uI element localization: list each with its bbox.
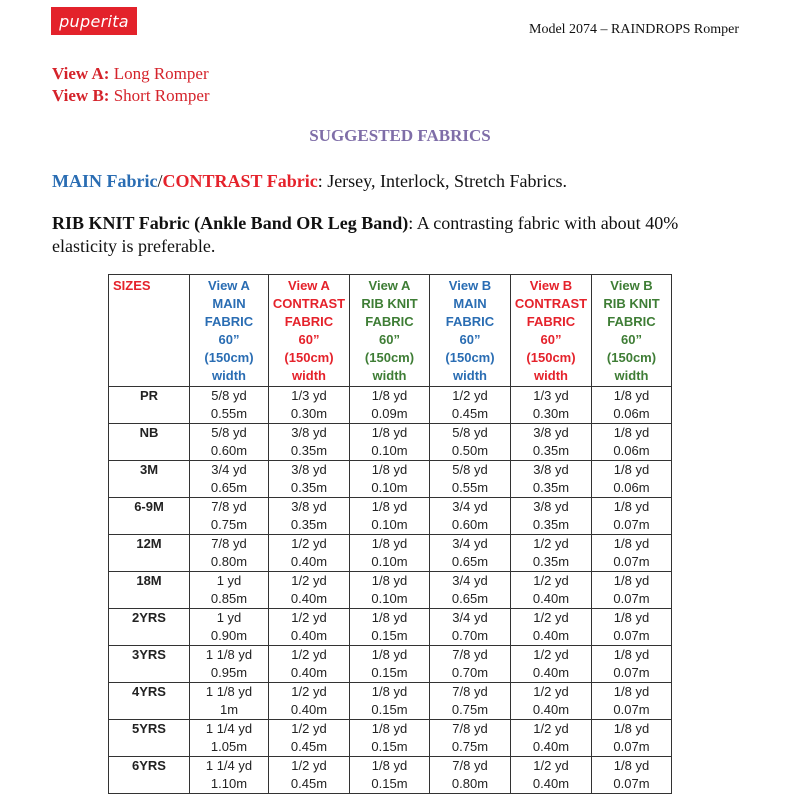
yardage-value: 3/8 yd	[533, 425, 569, 440]
table-row	[109, 646, 672, 683]
meter-value: 0.35m	[290, 480, 328, 495]
yardage-value: 3/8 yd	[291, 425, 327, 440]
yardage-value: 1/8 yd	[613, 425, 650, 440]
amount-cell	[430, 757, 511, 794]
meter-value: 1m	[219, 702, 239, 717]
table-row	[109, 683, 672, 720]
yardage-value: 3/8 yd	[291, 499, 327, 514]
view-b-name: Short Romper	[113, 86, 210, 105]
table-row	[109, 498, 672, 535]
col-header-line: (150cm)	[364, 350, 415, 365]
col-header-line: 60”	[540, 332, 562, 347]
amount-cell	[592, 424, 672, 461]
amount-cell	[190, 498, 269, 535]
meter-value: 0.10m	[371, 554, 408, 569]
table-row	[109, 461, 672, 498]
amount-cell	[511, 387, 592, 424]
col-header-line: RIB KNIT	[361, 296, 418, 311]
yardage-value: 7/8 yd	[211, 536, 247, 551]
meter-value: 0.90m	[210, 628, 248, 643]
amount-cell	[350, 646, 430, 683]
amount-cell	[511, 424, 592, 461]
col-header-line: (150cm)	[284, 350, 334, 365]
yardage-value: 1/2 yd	[533, 536, 569, 551]
amount-cell	[269, 646, 350, 683]
size-cell: 18M	[109, 572, 190, 609]
meter-value: 0.30m	[290, 406, 328, 421]
yardage-value: 1/8 yd	[371, 684, 408, 699]
meter-value: 0.50m	[451, 443, 489, 458]
meter-value: 0.55m	[210, 406, 248, 421]
col-header-line: 60”	[459, 332, 481, 347]
meter-value: 0.55m	[451, 480, 489, 495]
meter-value: 0.80m	[210, 554, 248, 569]
col-header-line: FABRIC	[365, 314, 414, 329]
col-header-view-b-main	[430, 275, 511, 387]
amount-cell	[350, 498, 430, 535]
meter-value: 0.65m	[210, 480, 248, 495]
meter-value: 0.40m	[532, 628, 570, 643]
col-header-line: width	[453, 368, 487, 383]
meter-value: 0.10m	[371, 443, 408, 458]
amount-cell	[190, 387, 269, 424]
yardage-value: 1/8 yd	[371, 462, 408, 477]
yardage-value: 1/8 yd	[371, 573, 408, 588]
amount-cell	[190, 720, 269, 757]
size-cell: 12M	[109, 535, 190, 572]
meter-value: 0.45m	[290, 776, 328, 791]
amount-cell	[430, 683, 511, 720]
amount-cell	[592, 609, 672, 646]
size-cell: 6-9M	[109, 498, 190, 535]
col-header-line: (150cm)	[526, 350, 576, 365]
yardage-value: 1/8 yd	[613, 536, 650, 551]
amount-cell	[350, 535, 430, 572]
meter-value: 0.07m	[613, 591, 650, 606]
meter-value: 0.07m	[613, 628, 650, 643]
col-header-line: width	[292, 368, 326, 383]
meter-value: 0.06m	[613, 480, 650, 495]
meter-value: 0.06m	[613, 406, 650, 421]
col-header-view-b-rib-knit	[592, 275, 672, 387]
amount-cell	[511, 461, 592, 498]
yardage-value: 1/8 yd	[613, 499, 650, 514]
yardage-value: 5/8 yd	[211, 388, 247, 403]
meter-value: 0.40m	[290, 554, 328, 569]
col-header-view-a-main	[190, 275, 269, 387]
col-header-line: View A	[368, 278, 411, 293]
col-header-view-a-contrast	[269, 275, 350, 387]
amount-cell	[511, 498, 592, 535]
meter-value: 0.35m	[532, 480, 570, 495]
amount-cell	[269, 535, 350, 572]
amount-cell	[511, 572, 592, 609]
amount-cell	[592, 646, 672, 683]
meter-value: 0.06m	[613, 443, 650, 458]
col-header-line: MAIN	[453, 296, 487, 311]
yardage-value: 1/2 yd	[291, 758, 327, 773]
table-row	[109, 757, 672, 794]
col-header-line: 60”	[621, 332, 642, 347]
col-header-line: FABRIC	[204, 314, 254, 329]
yardage-value: 7/8 yd	[452, 758, 488, 773]
meter-value: 0.40m	[290, 628, 328, 643]
yardage-value: 1/8 yd	[371, 499, 408, 514]
yardage-value: 5/8 yd	[452, 425, 488, 440]
yardage-value: 1/8 yd	[371, 758, 408, 773]
amount-cell	[511, 535, 592, 572]
yardage-value: 1 1/4 yd	[205, 758, 253, 773]
amount-cell	[269, 461, 350, 498]
main-fabric-label: MAIN Fabric	[52, 171, 158, 191]
col-header-line: FABRIC	[607, 314, 656, 329]
views-list	[52, 63, 210, 107]
yardage-value: 1/8 yd	[613, 684, 650, 699]
amount-cell	[430, 498, 511, 535]
yardage-value: 1/8 yd	[613, 721, 650, 736]
amount-cell	[190, 646, 269, 683]
meter-value: 0.45m	[451, 406, 489, 421]
table-header-row	[109, 275, 672, 387]
yardage-value: 1/8 yd	[613, 388, 650, 403]
meter-value: 0.30m	[532, 406, 570, 421]
meter-value: 0.75m	[210, 517, 248, 532]
meter-value: 0.15m	[371, 628, 408, 643]
yardage-value: 1/2 yd	[452, 388, 488, 403]
view-a-label: View A:	[52, 64, 110, 83]
view-b	[52, 85, 210, 107]
meter-value: 0.15m	[371, 739, 408, 754]
col-header-view-b-contrast	[511, 275, 592, 387]
amount-cell	[592, 535, 672, 572]
meter-value: 0.35m	[290, 443, 328, 458]
yardage-value: 1/8 yd	[371, 388, 408, 403]
col-header-line: (150cm)	[445, 350, 495, 365]
amount-cell	[592, 720, 672, 757]
meter-value: 0.75m	[451, 739, 489, 754]
view-b-label: View B:	[52, 86, 110, 105]
yardage-value: 1/2 yd	[533, 721, 569, 736]
meter-value: 0.65m	[451, 554, 489, 569]
yardage-value: 1/2 yd	[533, 573, 569, 588]
yardage-value: 1/8 yd	[371, 425, 408, 440]
col-header-line: View A	[208, 278, 250, 293]
model-title: Model 2074 – RAINDROPS Romper	[529, 22, 740, 37]
amount-cell	[269, 387, 350, 424]
size-cell: 2YRS	[109, 609, 190, 646]
amount-cell	[350, 461, 430, 498]
col-header-line: View B	[529, 278, 573, 293]
meter-value: 0.15m	[371, 776, 408, 791]
main-contrast-fabric-line	[52, 171, 567, 192]
yardage-value: 1/2 yd	[533, 610, 569, 625]
meter-value: 0.40m	[532, 591, 570, 606]
yardage-value: 3/8 yd	[533, 462, 569, 477]
amount-cell	[430, 720, 511, 757]
yardage-value: 1/3 yd	[533, 388, 569, 403]
meter-value: 0.65m	[451, 591, 489, 606]
amount-cell	[269, 498, 350, 535]
meter-value: 1.05m	[210, 739, 248, 754]
view-a	[52, 63, 210, 85]
yardage-value: 1/3 yd	[291, 388, 327, 403]
yardage-value: 1/8 yd	[371, 610, 408, 625]
col-header-line: (150cm)	[606, 350, 657, 365]
meter-value: 0.40m	[290, 702, 328, 717]
meter-value: 0.40m	[532, 776, 570, 791]
col-header-line: View A	[288, 278, 330, 293]
meter-value: 0.70m	[451, 665, 489, 680]
table-row	[109, 535, 672, 572]
amount-cell	[430, 535, 511, 572]
amount-cell	[190, 461, 269, 498]
amount-cell	[430, 646, 511, 683]
amount-cell	[511, 720, 592, 757]
meter-value: 0.40m	[290, 665, 328, 680]
yardage-value: 3/4 yd	[211, 462, 247, 477]
meter-value: 0.40m	[532, 702, 570, 717]
amount-cell	[350, 572, 430, 609]
col-header-line: CONTRAST	[272, 296, 346, 311]
meter-value: 0.40m	[532, 739, 570, 754]
table-row	[109, 609, 672, 646]
amount-cell	[269, 424, 350, 461]
yardage-value: 1/8 yd	[613, 647, 650, 662]
size-cell: NB	[109, 424, 190, 461]
amount-cell	[592, 757, 672, 794]
meter-value: 0.70m	[451, 628, 489, 643]
meter-value: 0.10m	[371, 480, 408, 495]
yardage-value: 1 1/8 yd	[205, 684, 253, 699]
rib-knit-label: RIB KNIT Fabric (Ankle Band OR Leg Band)	[52, 213, 409, 233]
meter-value: 0.35m	[532, 517, 570, 532]
yardage-value: 1/8 yd	[613, 462, 650, 477]
amount-cell	[350, 757, 430, 794]
col-header-line: width	[372, 368, 407, 383]
amount-cell	[511, 683, 592, 720]
col-header-line: RIB KNIT	[603, 296, 660, 311]
col-header-view-a-rib-knit	[350, 275, 430, 387]
amount-cell	[511, 646, 592, 683]
amount-cell	[592, 461, 672, 498]
amount-cell	[511, 757, 592, 794]
col-header-line: View B	[610, 278, 653, 293]
meter-value: 0.45m	[290, 739, 328, 754]
yardage-value: 1/2 yd	[291, 684, 327, 699]
meter-value: 0.10m	[371, 591, 408, 606]
col-header-line: width	[614, 368, 649, 383]
meter-value: 0.85m	[210, 591, 248, 606]
meter-value: 0.95m	[210, 665, 248, 680]
yardage-value: 5/8 yd	[211, 425, 247, 440]
amount-cell	[430, 424, 511, 461]
size-cell: 4YRS	[109, 683, 190, 720]
meter-value: 0.09m	[371, 406, 408, 421]
yardage-value: 5/8 yd	[452, 462, 488, 477]
meter-value: 0.35m	[532, 554, 570, 569]
meter-value: 0.07m	[613, 739, 650, 754]
yardage-value: 1 1/4 yd	[205, 721, 253, 736]
yardage-value: 1/8 yd	[613, 573, 650, 588]
meter-value: 0.07m	[613, 665, 650, 680]
contrast-fabric-label: CONTRAST Fabric	[162, 171, 318, 191]
meter-value: 0.75m	[451, 702, 489, 717]
col-header-line: width	[534, 368, 568, 383]
meter-value: 0.10m	[371, 517, 408, 532]
amount-cell	[430, 609, 511, 646]
amount-cell	[430, 572, 511, 609]
yardage-value: 1/2 yd	[291, 536, 327, 551]
amount-cell	[269, 609, 350, 646]
amount-cell	[190, 424, 269, 461]
col-header-line: FABRIC	[445, 314, 495, 329]
size-cell: PR	[109, 387, 190, 424]
amount-cell	[592, 498, 672, 535]
amount-cell	[269, 683, 350, 720]
yardage-value: 3/4 yd	[452, 610, 488, 625]
yardage-value: 1/2 yd	[533, 684, 569, 699]
col-header-line: CONTRAST	[514, 296, 588, 311]
yardage-value: 1/2 yd	[291, 647, 327, 662]
amount-cell	[350, 424, 430, 461]
view-a-name: Long Romper	[113, 64, 209, 83]
amount-cell	[592, 572, 672, 609]
meter-value: 0.35m	[290, 517, 328, 532]
amount-cell	[190, 535, 269, 572]
yardage-value: 1/2 yd	[291, 610, 327, 625]
meter-value: 0.15m	[371, 665, 408, 680]
amount-cell	[269, 757, 350, 794]
yardage-value: 3/8 yd	[533, 499, 569, 514]
amount-cell	[190, 683, 269, 720]
col-header-line: width	[212, 368, 246, 383]
meter-value: 0.60m	[210, 443, 248, 458]
size-cell: 3YRS	[109, 646, 190, 683]
amount-cell	[190, 757, 269, 794]
yardage-value: 3/4 yd	[452, 573, 488, 588]
yardage-value: 7/8 yd	[452, 684, 488, 699]
sizes-header: SIZES	[109, 275, 190, 387]
amount-cell	[592, 387, 672, 424]
table-row	[109, 387, 672, 424]
col-header-line: MAIN	[212, 296, 246, 311]
col-header-line: 60”	[379, 332, 400, 347]
amount-cell	[430, 387, 511, 424]
size-cell: 6YRS	[109, 757, 190, 794]
meter-value: 0.07m	[613, 702, 650, 717]
rib-knit-description: : A contrasting fabric with about 40% elasticity is preferable.	[52, 213, 679, 256]
meter-value: 0.07m	[613, 776, 650, 791]
fabric-separator: /	[157, 171, 163, 191]
amount-cell	[269, 720, 350, 757]
yardage-value: 1 yd	[216, 573, 242, 588]
amount-cell	[350, 609, 430, 646]
col-header-line: View B	[448, 278, 492, 293]
amount-cell	[190, 609, 269, 646]
amount-cell	[511, 609, 592, 646]
yardage-value: 1/8 yd	[371, 721, 408, 736]
yardage-value: 1/8 yd	[371, 647, 408, 662]
yardage-value: 1/2 yd	[291, 573, 327, 588]
meter-value: 0.15m	[371, 702, 408, 717]
main-fabric-description: : Jersey, Interlock, Stretch Fabrics.	[317, 171, 567, 191]
yardage-value: 7/8 yd	[211, 499, 247, 514]
amount-cell	[430, 461, 511, 498]
amount-cell	[350, 387, 430, 424]
yardage-value: 1/8 yd	[613, 610, 650, 625]
fabric-requirements-table	[108, 274, 672, 794]
meter-value: 0.35m	[532, 443, 570, 458]
amount-cell	[269, 572, 350, 609]
yardage-value: 7/8 yd	[452, 721, 488, 736]
table-body	[109, 387, 672, 794]
amount-cell	[190, 572, 269, 609]
yardage-value: 1/2 yd	[291, 721, 327, 736]
table-row	[109, 720, 672, 757]
table-row	[109, 424, 672, 461]
yardage-value: 1/2 yd	[533, 647, 569, 662]
meter-value: 0.40m	[532, 665, 570, 680]
yardage-value: 3/4 yd	[452, 536, 488, 551]
amount-cell	[350, 720, 430, 757]
yardage-value: 7/8 yd	[452, 647, 488, 662]
section-title: SUGGESTED FABRICS	[309, 126, 491, 145]
yardage-value: 1 yd	[216, 610, 242, 625]
col-header-line: 60”	[298, 332, 320, 347]
col-header-line: FABRIC	[284, 314, 334, 329]
meter-value: 0.07m	[613, 517, 650, 532]
meter-value: 0.80m	[451, 776, 489, 791]
meter-value: 0.07m	[613, 554, 650, 569]
size-cell: 3M	[109, 461, 190, 498]
table-row	[109, 572, 672, 609]
amount-cell	[350, 683, 430, 720]
logo-text: puperita	[59, 11, 129, 31]
yardage-value: 3/4 yd	[452, 499, 488, 514]
size-cell: 5YRS	[109, 720, 190, 757]
col-header-line: 60”	[218, 332, 240, 347]
yardage-value: 3/8 yd	[291, 462, 327, 477]
yardage-value: 1 1/8 yd	[205, 647, 253, 662]
yardage-value: 1/8 yd	[613, 758, 650, 773]
col-header-line: FABRIC	[526, 314, 576, 329]
yardage-value: 1/8 yd	[371, 536, 408, 551]
puperita-logo	[51, 7, 137, 35]
col-header-line: (150cm)	[204, 350, 254, 365]
amount-cell	[592, 683, 672, 720]
yardage-value: 1/2 yd	[533, 758, 569, 773]
meter-value: 1.10m	[210, 776, 248, 791]
rib-knit-fabric-line	[52, 212, 732, 258]
meter-value: 0.40m	[290, 591, 328, 606]
meter-value: 0.60m	[451, 517, 489, 532]
